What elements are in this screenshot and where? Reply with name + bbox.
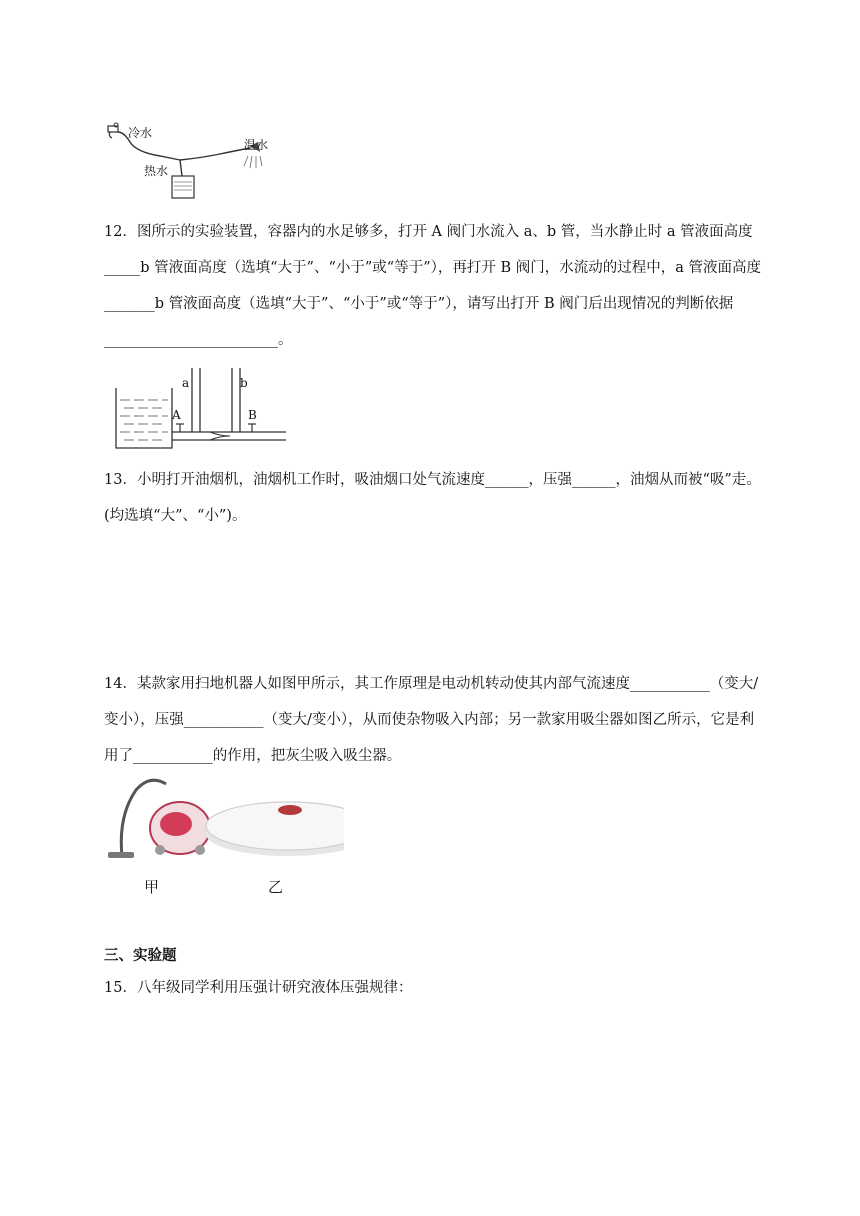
water-mixing-figure [104, 120, 284, 200]
valve-a-label: A [172, 408, 181, 422]
warm-water-label: 温水 [244, 138, 269, 152]
caption-yi: 乙 [268, 878, 284, 896]
vacuum-figure [104, 776, 344, 896]
hot-water-label: 热水 [144, 164, 169, 178]
question-13: 13．小明打开油烟机，油烟机工作时，吸油烟口处气流速度______，压强______，油烟从而被“吸”走。(均选填“大”、“小”)。 [104, 472, 761, 524]
question-14: 14．某款家用扫地机器人如图甲所示，其工作原理是电动机转动使其内部气流速度___________（变大/变小），压强___________（变大/变小），从而使杂物吸入内部；另一款家用吸尘器如图乙所示，它是利用了___________的作用，把灰尘吸入吸尘器。 [104, 676, 759, 764]
tube-a-label: a [182, 376, 190, 390]
section-heading-experiment: 三、实验题 [104, 948, 177, 964]
connected-tubes-figure [110, 366, 290, 452]
tube-b-label: b [240, 376, 248, 390]
caption-jia: 甲 [144, 878, 160, 896]
question-15: 15．八年级同学利用压强计研究液体压强规律： [104, 980, 413, 996]
cold-water-label: 冷水 [128, 126, 153, 140]
valve-b-label: B [248, 408, 257, 422]
question-12: 12．图所示的实验装置，容器内的水足够多，打开 A 阀门水流入 a、b 管，当水静止时 a 管液面高度_____b 管液面高度（选填“大于”、“小于”或“等于”），再打开 B 阀门，水流动的过程中，a 管液面高度_______b 管液面高度（选填“大于”、“小于”或“等于”），请写出打开 B 阀门后出现情况的判断依据________________________。 [104, 224, 761, 348]
